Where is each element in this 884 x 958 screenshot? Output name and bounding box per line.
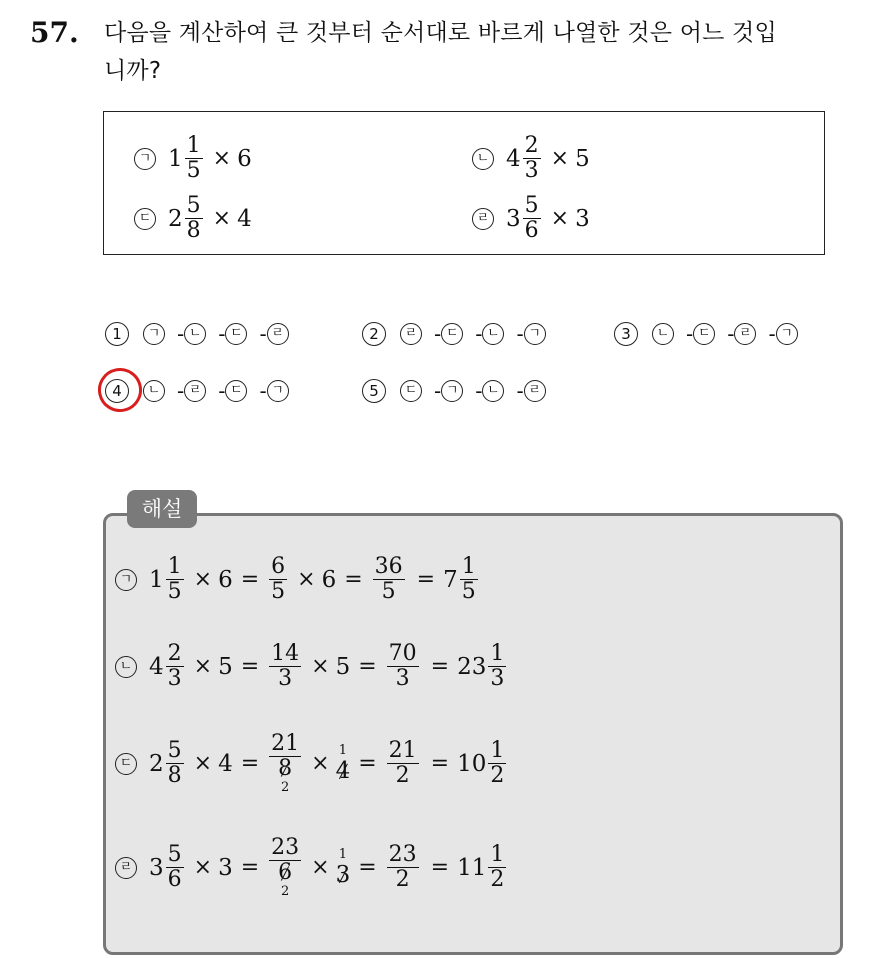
denominator: 3: [490, 666, 505, 691]
whole-part: 2: [149, 750, 164, 777]
dash: -: [434, 322, 442, 346]
dash: -: [475, 379, 483, 403]
reduced-denominator: 2: [281, 884, 290, 899]
reduced-multiplier: 1: [338, 846, 348, 862]
fraction: [166, 843, 184, 892]
choice-number: 3: [614, 322, 638, 346]
seq-mark: ㄷ: [225, 380, 247, 402]
denominator: 3: [524, 158, 539, 183]
seq-mark: ㄱ: [524, 323, 546, 345]
mark-nieun: ㄴ: [472, 148, 494, 170]
denominator: 5: [271, 579, 286, 604]
cancelled-denominator: 8: [278, 756, 293, 781]
question-text-line2: 니까?: [104, 58, 162, 84]
fraction: [523, 194, 541, 243]
denominator: 2: [395, 867, 410, 892]
numerator: 70: [388, 641, 417, 666]
fraction: [185, 194, 203, 243]
solution-line-a: [115, 555, 482, 604]
seq-mark: ㄷ: [225, 323, 247, 345]
numerator: 21: [388, 738, 417, 763]
times-sign: ×: [193, 567, 213, 592]
fraction: [387, 642, 419, 691]
seq-mark: ㄷ: [693, 323, 715, 345]
cancelled-value: 4: [335, 757, 351, 784]
fraction: [269, 836, 301, 899]
selected-answer-circle: [94, 364, 146, 416]
dash: -: [259, 322, 267, 346]
denominator: 5: [186, 158, 201, 183]
fraction: [387, 843, 419, 892]
question-text-line1: 다음을 계산하여 큰 것부터 순서대로 바르게 나열한 것은 어느 것입: [104, 20, 777, 46]
answer-whole: 23: [457, 653, 487, 680]
numerator: 1: [490, 641, 505, 666]
seq-mark: ㄱ: [267, 380, 289, 402]
choice-number: 2: [362, 322, 386, 346]
cancelled-multiplier: [336, 848, 351, 888]
multiplier: 3: [575, 205, 590, 232]
seq-mark: ㄹ: [184, 380, 206, 402]
reduced-multiplier: 1: [338, 742, 348, 758]
numerator: 23: [271, 835, 300, 860]
given-item-b: [472, 134, 590, 183]
dash: -: [177, 322, 185, 346]
seq-mark: ㄹ: [734, 323, 756, 345]
times-sign: ×: [550, 206, 570, 231]
whole-part: 1: [168, 145, 183, 172]
whole-part: 1: [149, 566, 164, 593]
multiplier: 5: [218, 653, 233, 680]
numerator: 5: [186, 193, 201, 218]
dash: -: [218, 379, 226, 403]
equals-sign: =: [240, 654, 260, 679]
denominator: [276, 757, 294, 781]
denominator: 3: [395, 666, 410, 691]
seq-mark: ㄴ: [482, 323, 504, 345]
seq-mark: ㄹ: [400, 323, 422, 345]
answer-whole: 7: [443, 566, 458, 593]
denominator: [276, 861, 294, 885]
equals-sign: =: [358, 654, 377, 679]
equals-sign: =: [358, 855, 377, 880]
times-sign: ×: [311, 751, 330, 776]
seq-mark: ㄷ: [441, 323, 463, 345]
numerator: 2: [524, 133, 539, 158]
numerator: 1: [186, 133, 201, 158]
equals-sign: =: [430, 654, 450, 679]
choice-number: 5: [362, 379, 386, 403]
multiplier: 5: [335, 653, 351, 680]
denominator: 6: [167, 867, 182, 892]
times-sign: ×: [297, 567, 316, 592]
fraction: [185, 134, 203, 183]
multiplier: 6: [218, 566, 233, 593]
denominator: 5: [381, 579, 396, 604]
choice-1[interactable]: [105, 322, 301, 346]
equals-sign: =: [344, 567, 363, 592]
seq-mark: ㄹ: [524, 380, 546, 402]
mark-giyeok: ㄱ: [134, 148, 156, 170]
denominator: 2: [395, 763, 410, 788]
times-sign: ×: [193, 855, 213, 880]
equals-sign: =: [240, 751, 260, 776]
dash: -: [259, 379, 267, 403]
fraction: [488, 843, 506, 892]
fraction: [166, 555, 184, 604]
dash: -: [218, 322, 226, 346]
cancelled-value: 3: [335, 861, 351, 888]
whole-part: 3: [149, 854, 164, 881]
fraction: [269, 642, 301, 691]
times-sign: ×: [193, 751, 213, 776]
answer-whole: 11: [457, 854, 487, 881]
fraction: [387, 739, 419, 788]
seq-mark: ㄹ: [267, 323, 289, 345]
whole-part: 2: [168, 205, 183, 232]
question-text: [104, 14, 874, 90]
seq-mark: ㄴ: [143, 380, 165, 402]
seq-mark: ㄴ: [482, 380, 504, 402]
given-item-d: [472, 194, 590, 243]
times-sign: ×: [550, 146, 570, 171]
choice-2[interactable]: [362, 322, 558, 346]
question-number: 57.: [30, 16, 79, 49]
cancelled-multiplier: [336, 744, 351, 784]
numerator: 6: [271, 554, 286, 579]
denominator: 8: [186, 218, 201, 243]
seq-mark: ㄴ: [184, 323, 206, 345]
seq-mark: ㄷ: [400, 380, 422, 402]
equals-sign: =: [240, 855, 260, 880]
reduced-denominator: 2: [281, 780, 290, 795]
fraction: [166, 739, 184, 788]
denominator: 3: [167, 666, 182, 691]
multiplier: 4: [237, 205, 252, 232]
fraction: [523, 134, 541, 183]
denominator: 2: [490, 867, 505, 892]
numerator: 5: [167, 738, 182, 763]
multiplier: 6: [237, 145, 252, 172]
numerator: 2: [167, 641, 182, 666]
equals-sign: =: [430, 751, 450, 776]
numerator: 5: [167, 842, 182, 867]
times-sign: ×: [212, 206, 232, 231]
fraction: [269, 555, 287, 604]
equals-sign: =: [358, 751, 377, 776]
given-expressions-box: [103, 111, 825, 255]
whole-part: 4: [149, 653, 164, 680]
numerator: 23: [388, 842, 417, 867]
dash: -: [727, 322, 735, 346]
seq-mark: ㄴ: [652, 323, 674, 345]
dash: -: [177, 379, 185, 403]
numerator: 1: [490, 738, 505, 763]
fraction: [460, 555, 478, 604]
fraction: [269, 732, 301, 795]
mark-digeut: ㄷ: [134, 208, 156, 230]
fraction: [488, 739, 506, 788]
dash: -: [434, 379, 442, 403]
times-sign: ×: [311, 654, 330, 679]
multiplier: 4: [218, 750, 233, 777]
given-item-c: [134, 194, 252, 243]
mark-giyeok: ㄱ: [115, 569, 137, 591]
whole-part: 4: [506, 145, 521, 172]
equals-sign: =: [240, 567, 260, 592]
dash: -: [516, 379, 524, 403]
mark-rieul: ㄹ: [472, 208, 494, 230]
choice-3[interactable]: [614, 322, 810, 346]
choice-number: 1: [105, 322, 129, 346]
denominator: 3: [278, 666, 293, 691]
mark-nieun: ㄴ: [115, 656, 137, 678]
fraction: [373, 555, 405, 604]
multiplier: 6: [321, 566, 337, 593]
given-item-a: [134, 134, 252, 183]
dash: -: [686, 322, 694, 346]
numerator: 1: [461, 554, 476, 579]
numerator: 5: [524, 193, 539, 218]
denominator: 2: [490, 763, 505, 788]
denominator: 5: [167, 579, 182, 604]
seq-mark: ㄱ: [441, 380, 463, 402]
multiplier: 5: [575, 145, 590, 172]
fraction: [488, 642, 506, 691]
denominator: 8: [167, 763, 182, 788]
fraction: [166, 642, 184, 691]
whole-part: 3: [506, 205, 521, 232]
numerator: 21: [271, 731, 300, 756]
answer-whole: 10: [457, 750, 487, 777]
cancelled-denominator: 6: [278, 860, 293, 885]
numerator: 1: [490, 842, 505, 867]
solution-line-b: [115, 642, 510, 691]
choice-number: 4: [105, 379, 129, 403]
seq-mark: ㄱ: [776, 323, 798, 345]
denominator: 5: [461, 579, 476, 604]
numerator: 14: [271, 641, 300, 666]
numerator: 36: [374, 554, 403, 579]
solution-line-c: [115, 732, 510, 795]
choice-5[interactable]: [362, 379, 558, 403]
multiplier: 3: [218, 854, 233, 881]
times-sign: ×: [311, 855, 330, 880]
dash: -: [475, 322, 483, 346]
mark-rieul: ㄹ: [115, 857, 137, 879]
denominator: 6: [524, 218, 539, 243]
numerator: 1: [167, 554, 182, 579]
solution-tag: 해설: [127, 490, 197, 528]
dash: -: [516, 322, 524, 346]
dash: -: [768, 322, 776, 346]
times-sign: ×: [193, 654, 213, 679]
mark-digeut: ㄷ: [115, 753, 137, 775]
times-sign: ×: [212, 146, 232, 171]
equals-sign: =: [416, 567, 436, 592]
equals-sign: =: [430, 855, 450, 880]
solution-line-d: [115, 836, 510, 899]
seq-mark: ㄱ: [143, 323, 165, 345]
